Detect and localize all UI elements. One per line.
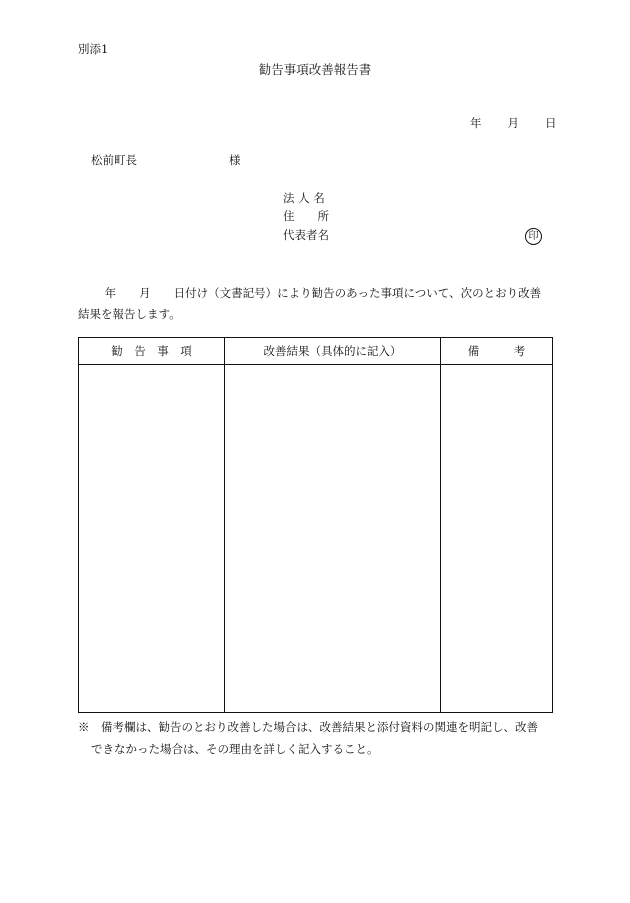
footnote-line-2: できなかった場合は、その理由を詳しく記入すること。 — [91, 742, 379, 756]
footnote — [78, 716, 558, 760]
body-paragraph — [78, 283, 553, 325]
date-line — [470, 118, 557, 130]
improvement-result-table — [78, 337, 553, 713]
header-improvement-result: 改善結果（具体的に記入） — [225, 338, 441, 365]
document-title: 勧告事項改善報告書 — [258, 62, 372, 77]
date-year: 年 — [470, 116, 482, 130]
footnote-line-1: ※ 備考欄は、勧告のとおり改善した場合は、改善結果と添付資料の関連を明記し、改善 — [78, 720, 538, 734]
cell-remarks[interactable] — [441, 365, 553, 713]
cell-improvement-result[interactable] — [225, 365, 441, 713]
table-body-row — [79, 365, 553, 713]
date-month: 月 — [507, 116, 519, 130]
body-line-1: 年 月 日付け（文書記号）により勧告のあった事項について、次のとおり改善 — [78, 286, 542, 300]
representative-label: 代表者名 — [283, 228, 329, 242]
addressee-name: 松前町長 — [91, 153, 137, 167]
address-label: 住 所 — [283, 209, 329, 223]
header-recommendation-items: 勧 告 事 項 — [79, 338, 225, 365]
appendix-label: 別添1 — [78, 42, 109, 56]
header-remarks: 備 考 — [441, 338, 553, 365]
corporation-name-label: 法 人 名 — [283, 191, 325, 205]
addressee-honorific: 様 — [229, 153, 241, 167]
table-header-row — [79, 338, 553, 365]
date-day: 日 — [545, 116, 557, 130]
cell-recommendation-items[interactable] — [79, 365, 225, 713]
body-line-2: 結果を報告します。 — [78, 307, 181, 321]
seal-mark-icon: 印 — [525, 228, 542, 245]
